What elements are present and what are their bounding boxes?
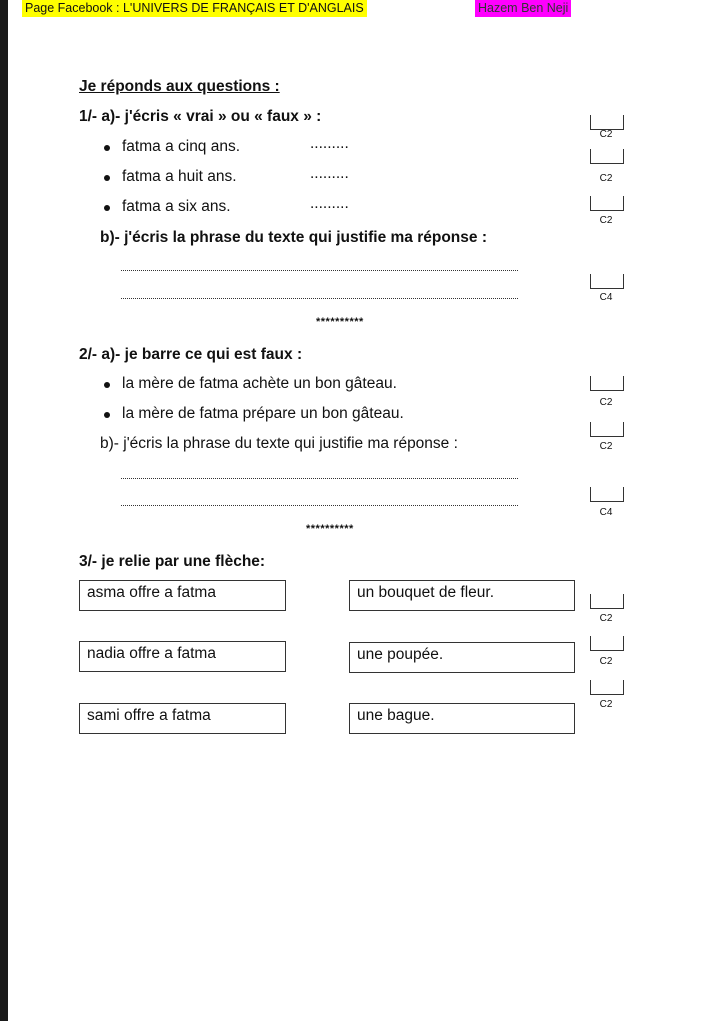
match-right-2[interactable]: une poupée.	[349, 642, 575, 673]
q2-a-label: 2/- a)- je barre ce qui est faux :	[79, 346, 303, 363]
q2-b-label: b)- j'écris la phrase du texte qui justifie ma réponse :	[100, 435, 458, 452]
score-box[interactable]	[590, 594, 624, 609]
score-label: C2	[599, 441, 613, 452]
score-label: C2	[599, 397, 613, 408]
left-page-edge	[0, 0, 8, 1021]
bullet-icon	[104, 412, 110, 418]
score-label: C2	[599, 173, 613, 184]
q1-answer-line-2[interactable]	[121, 298, 518, 299]
facebook-page-label: Page Facebook : L'UNIVERS DE FRANÇAIS ET D'ANGLAIS	[22, 0, 367, 17]
score-box[interactable]	[590, 487, 624, 502]
score-label: C2	[599, 215, 613, 226]
q1-answer-line-1[interactable]	[121, 270, 518, 271]
q1-answer-blank-1[interactable]: .........	[310, 135, 349, 152]
q3-label: 3/- je relie par une flèche:	[79, 553, 266, 570]
q1-a-label: 1/- a)- j'écris « vrai » ou « faux » :	[79, 108, 322, 125]
page-title: Je réponds aux questions :	[79, 78, 280, 95]
match-right-3[interactable]: une bague.	[349, 703, 575, 734]
score-box[interactable]	[590, 376, 624, 391]
score-label: C4	[599, 292, 613, 303]
q1-item-2: fatma a huit ans.	[122, 168, 237, 185]
score-box[interactable]	[590, 422, 624, 437]
q1-answer-blank-3[interactable]: .........	[310, 195, 349, 212]
separator-1: **********	[316, 316, 364, 328]
q2-item-2: la mère de fatma prépare un bon gâteau.	[122, 405, 404, 422]
bullet-icon	[104, 382, 110, 388]
bullet-icon	[104, 175, 110, 181]
score-box[interactable]	[590, 636, 624, 651]
q1-item-3: fatma a six ans.	[122, 198, 231, 215]
match-left-3[interactable]: sami offre a fatma	[79, 703, 286, 734]
score-box[interactable]	[590, 680, 624, 695]
match-left-2[interactable]: nadia offre a fatma	[79, 641, 286, 672]
bullet-icon	[104, 205, 110, 211]
q1-item-1: fatma a cinq ans.	[122, 138, 241, 155]
score-label: C2	[599, 129, 613, 140]
q2-item-1: la mère de fatma achète un bon gâteau.	[122, 375, 397, 392]
author-label: Hazem Ben Neji	[475, 0, 571, 17]
score-label: C2	[599, 656, 613, 667]
score-box[interactable]	[590, 115, 624, 130]
match-left-1[interactable]: asma offre a fatma	[79, 580, 286, 611]
score-label: C2	[599, 699, 613, 710]
separator-2: **********	[306, 523, 354, 535]
q2-answer-line-2[interactable]	[121, 505, 518, 506]
q1-answer-blank-2[interactable]: .........	[310, 165, 349, 182]
q1-b-label: b)- j'écris la phrase du texte qui justifie ma réponse :	[100, 229, 487, 246]
score-label: C2	[599, 613, 613, 624]
score-box[interactable]	[590, 274, 624, 289]
bullet-icon	[104, 145, 110, 151]
match-right-1[interactable]: un bouquet de fleur.	[349, 580, 575, 611]
score-label: C4	[599, 507, 613, 518]
score-box[interactable]	[590, 149, 624, 164]
q2-answer-line-1[interactable]	[121, 478, 518, 479]
score-box[interactable]	[590, 196, 624, 211]
